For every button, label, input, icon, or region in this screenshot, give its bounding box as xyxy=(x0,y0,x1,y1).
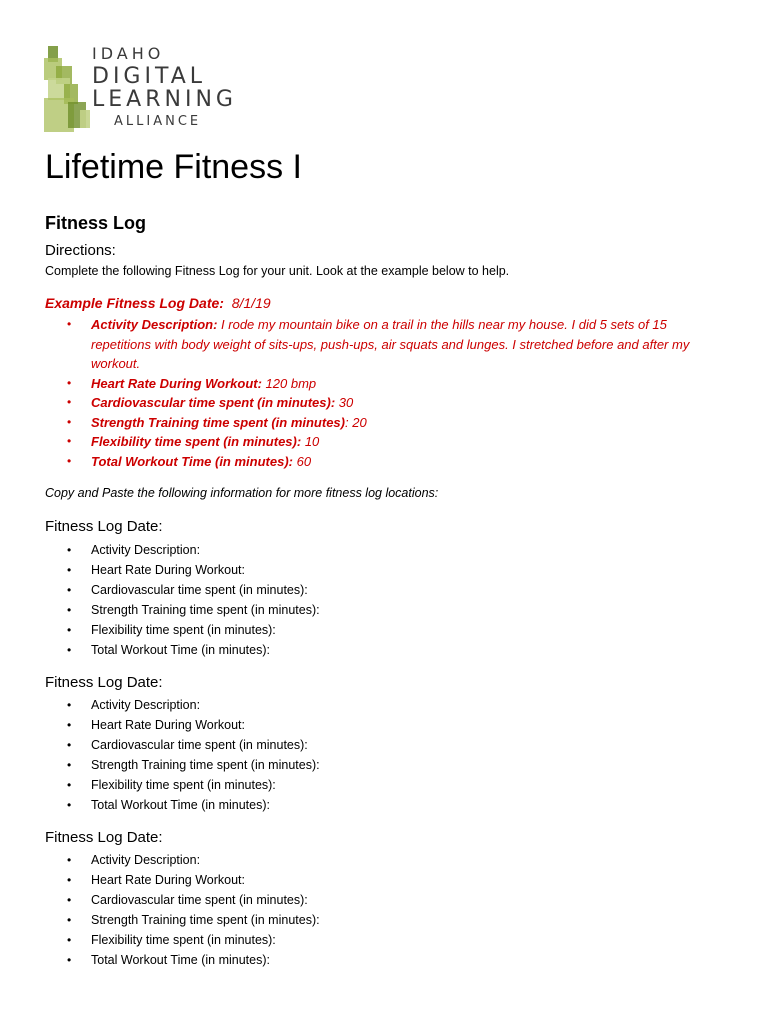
item-label: Total Workout Time (in minutes): xyxy=(91,453,293,469)
list-item: • Heart Rate During Workout: xyxy=(45,715,645,735)
logo-text-line1: IDAHO xyxy=(92,44,165,63)
log-list xyxy=(45,850,645,970)
example-heading xyxy=(45,295,271,311)
log-heading: Fitness Log Date: xyxy=(45,674,163,691)
item-value: 30 xyxy=(335,395,354,410)
list-item: • Activity Description: xyxy=(45,695,645,715)
list-item: • Activity Description: xyxy=(45,850,645,870)
list-item: • Cardiovascular time spent (in minutes): xyxy=(45,580,645,600)
idla-logo-mark-icon xyxy=(44,44,92,134)
log-list xyxy=(45,540,645,660)
list-item: • Total Workout Time (in minutes): xyxy=(45,950,645,970)
log-heading: Fitness Log Date: xyxy=(45,518,163,535)
item-label: Heart Rate During Workout: xyxy=(91,375,262,391)
list-item xyxy=(45,393,725,413)
item-value: 10 xyxy=(301,434,320,449)
logo-text-line4: ALLIANCE xyxy=(114,114,202,129)
list-item xyxy=(45,452,725,472)
item-label: Cardiovascular time spent (in minutes): xyxy=(91,395,336,410)
log-list xyxy=(45,695,645,815)
item-label: Strength Training time spent (in minutes) xyxy=(91,414,345,430)
logo-text-line3: LEARNING xyxy=(92,87,237,112)
list-item: • Cardiovascular time spent (in minutes): xyxy=(45,890,645,910)
item-value: 60 xyxy=(292,453,312,469)
list-item: • Strength Training time spent (in minutes): xyxy=(45,755,645,775)
section-title: Fitness Log xyxy=(45,213,147,233)
example-list xyxy=(45,315,725,471)
list-item xyxy=(45,374,725,394)
list-item: • Cardiovascular time spent (in minutes): xyxy=(45,735,645,755)
item-value: I rode my mountain bike on a trail in the hills near my house. I did 5 sets of 15 repetitions with body weight of sits-ups, push-ups, air squats and lunges. I stretched before and after my workout. xyxy=(91,317,690,371)
list-item: • Flexibility time spent (in minutes): xyxy=(45,775,645,795)
directions-text: Complete the following Fitness Log for your unit. Look at the example below to help. xyxy=(45,264,510,278)
list-item xyxy=(45,432,725,452)
logo-text-line2: DIGITAL xyxy=(92,64,207,89)
list-item: • Strength Training time spent (in minutes): xyxy=(45,600,645,620)
directions-heading: Directions: xyxy=(45,242,116,259)
example-heading-value: 8/1/19 xyxy=(231,295,271,311)
idla-logo xyxy=(44,44,264,134)
page-title: Lifetime Fitness I xyxy=(45,148,302,186)
item-label: Activity Description: xyxy=(91,317,218,332)
list-item xyxy=(45,413,725,433)
item-value: : 20 xyxy=(345,414,367,430)
list-item: • Total Workout Time (in minutes): xyxy=(45,640,645,660)
example-heading-label: Example Fitness Log Date: xyxy=(45,295,224,311)
list-item: • Flexibility time spent (in minutes): xyxy=(45,930,645,950)
copy-note: Copy and Paste the following information for more fitness log locations: xyxy=(45,486,439,500)
list-item: • Heart Rate During Workout: xyxy=(45,870,645,890)
list-item: • Heart Rate During Workout: xyxy=(45,560,645,580)
log-heading: Fitness Log Date: xyxy=(45,829,163,846)
item-label: Flexibility time spent (in minutes): xyxy=(91,434,302,449)
list-item: • Total Workout Time (in minutes): xyxy=(45,795,645,815)
list-item: • Activity Description: xyxy=(45,540,645,560)
item-value: 120 bmp xyxy=(261,375,317,391)
list-item xyxy=(45,315,725,374)
list-item: • Flexibility time spent (in minutes): xyxy=(45,620,645,640)
list-item: • Strength Training time spent (in minutes): xyxy=(45,910,645,930)
